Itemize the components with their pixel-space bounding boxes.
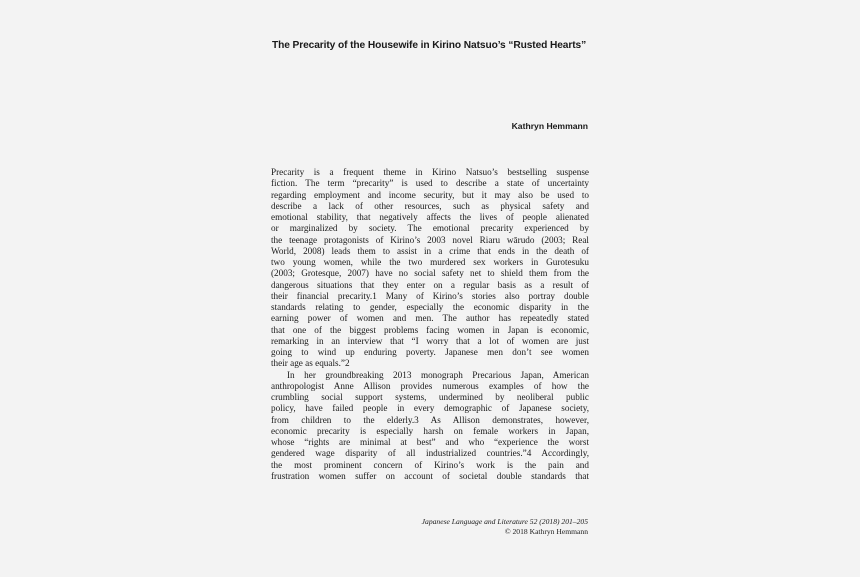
- body-line: earning power of women and men. The author has repeatedly stated: [271, 313, 589, 324]
- body-line: going to wind up enduring poverty. Japanese men don’t see women: [271, 347, 589, 357]
- article-author: Kathryn Hemmann: [511, 121, 588, 131]
- body-line: emotional stability, that negatively affects the lives of people alienated: [271, 212, 589, 222]
- journal-citation: Japanese Language and Literature 52 (2018) 201–205: [421, 517, 588, 526]
- body-line: fiction. The term “precarity” is used to describe a state of uncertainty: [271, 178, 589, 189]
- copyright-notice: © 2018 Kathryn Hemmann: [504, 527, 588, 536]
- body-line: the teenage protagonists of Kirino’s 2003 novel Riaru wārudo (2003; Real: [271, 234, 589, 245]
- body-line: policy, have failed people in every demographic of Japanese society,: [271, 403, 589, 414]
- body-line: economic precarity is especially harsh on female workers in Japan,: [271, 425, 589, 436]
- body-line: that one of the biggest problems facing women in Japan is economic,: [271, 324, 589, 335]
- body-line: describe a lack of other resources, such as physical safety and: [271, 200, 589, 211]
- article-title: The Precarity of the Housewife in Kirino Natsuo’s “Rusted Hearts”: [272, 40, 587, 51]
- body-line: their age as equals.”2: [271, 358, 350, 369]
- body-line: their financial precarity.1 Many of Kirino’s stories also portray double: [271, 290, 589, 301]
- body-line: dangerous situations that they enter on a regular basis as a result of: [271, 279, 589, 290]
- body-line: frustration women suffer on account of societal double standards that: [271, 470, 589, 481]
- body-line: standards relating to gender, especially the economic disparity in the: [271, 302, 589, 312]
- body-line: the most prominent concern of Kirino’s work is the pain and: [271, 459, 589, 470]
- body-line: In her groundbreaking 2013 monograph Precarious Japan, American: [287, 369, 589, 380]
- body-line: gendered wage disparity of all industrialized countries.”4 Accordingly,: [271, 448, 589, 459]
- page-footer: [422, 517, 588, 537]
- body-line: two young women, while the two murdered sex workers in Gurotesuku: [271, 257, 589, 267]
- body-line: World, 2008) leads them to assist in a crime that ends in the death of: [271, 245, 589, 256]
- body-line: Precarity is a frequent theme in Kirino Natsuo’s bestselling suspense: [271, 167, 589, 177]
- article-body: [271, 167, 589, 482]
- body-line: anthropologist Anne Allison provides numerous examples of how the: [271, 380, 589, 391]
- body-line: whose “rights are minimal at best” and who “experience the worst: [271, 437, 589, 447]
- body-line: or marginalized by society. The emotional precarity experienced by: [271, 223, 589, 234]
- body-line: crumbling social support systems, undermined by neoliberal public: [271, 392, 589, 402]
- body-line: regarding employment and income security, but it may also be used to: [271, 189, 589, 200]
- body-line: remarking in an interview that “I worry that a lot of women are just: [271, 335, 589, 346]
- body-line: from children to the elderly.3 As Allison demonstrates, however,: [271, 414, 589, 425]
- body-line: (2003; Grotesque, 2007) have no social safety net to shield them from the: [271, 268, 589, 279]
